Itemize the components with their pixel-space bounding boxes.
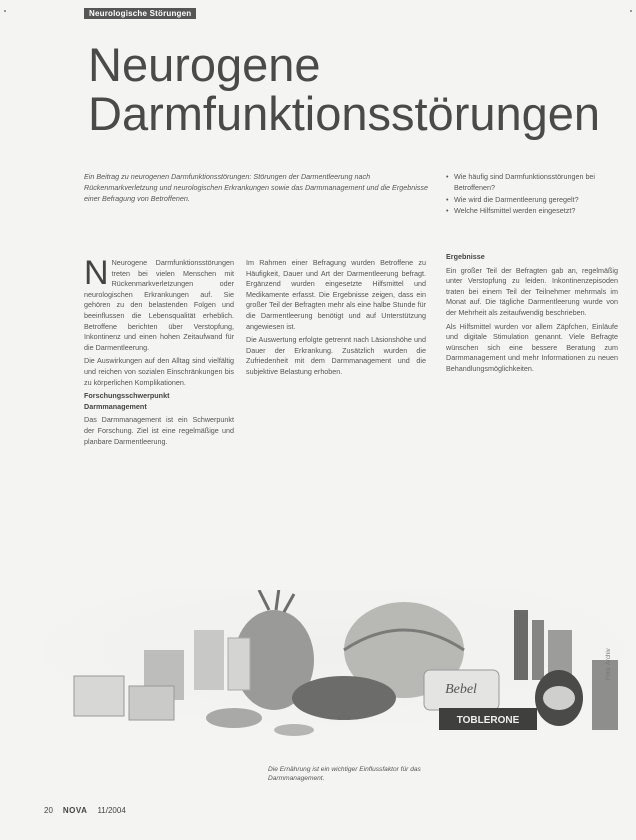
- page-footer: [44, 806, 126, 815]
- article-title: Neurogene Darmfunktionsstörungen: [88, 38, 601, 140]
- text-column-3: [446, 252, 618, 378]
- registration-mark: [4, 10, 6, 12]
- subheading: [84, 391, 234, 412]
- body-paragraph: Ein großer Teil der Befragten gab an, regelmäßig unter Verstopfung zu leiden. Inkontinenzepisoden traten bei einem Teil der Teilnehmer mehrmals im Monat auf. Die tägliche Darmentleerung wurde von der Mehrheit als zeitaufwendig beschrieben.: [446, 265, 618, 317]
- key-question: • Welche Hilfsmittel werden eingesetzt?: [446, 206, 618, 217]
- photo-caption: Die Ernährung ist ein wichtiger Einflussfaktor für das Darmmanagement.: [268, 766, 421, 782]
- carton: [228, 638, 250, 690]
- text-column-2: [246, 258, 426, 381]
- issue-number: 11/2004: [97, 806, 126, 815]
- margarine-brand: Bebel: [445, 682, 477, 697]
- key-question: • Wie wird die Darmentleerung geregelt?: [446, 195, 618, 206]
- body-paragraph: Die Auswirkungen auf den Alltag sind vielfältig und reichen von sozialen Einschränkungen bis zu körperlichen Komplikationen.: [84, 356, 234, 387]
- cutlery: [274, 724, 314, 736]
- subheading-line-1: Forschungsschwerpunkt: [84, 391, 170, 401]
- paragraph-text: Neurogene Darmfunktionsstörungen treten bei vielen Menschen mit Rückenmarkverletzungen oder neurologischen Erkrankungen auf. Sie gehören zu den belastenden Folgen und beeinflussen die Lebensqualität erheblich. Betroffene berichten über Verstopfung, Inkontinenz und einen hohen Zeitaufwand für die Darmentleerung.: [84, 258, 234, 352]
- bottle: [592, 660, 618, 730]
- section-tag: Neurologische Störungen: [84, 8, 196, 19]
- registration-mark: [630, 10, 632, 12]
- body-paragraph: Im Rahmen einer Befragung wurden Betroffene zu Häufigkeit, Dauer und Art der Darmentleerung befragt. Ergänzend wurden eingesetzte Hilfsmittel und Medikamente erfasst. Die Ergebnisse zeigen, dass ein großer Teil der Befragten mehr als eine halbe Stunde für die Darmentleerung benötigt und auf Unterstützung angewiesen ist.: [246, 258, 426, 331]
- photo-credit: Foto: Archiv: [606, 648, 612, 680]
- chocolate-brand: TOBLERONE: [456, 715, 520, 726]
- carton: [194, 630, 224, 690]
- plate: [206, 708, 262, 728]
- body-paragraph: Als Hilfsmittel wurden vor allem Zäpfchen, Einläufe und digitale Stimulation genannt. Viele Befragte wünschen sich eine bessere Beratung zum Darmmanagement und mehr Informationen zu neuen Behandlungsmöglichkeiten.: [446, 321, 618, 373]
- subheading-line-2: Darmmanagement: [84, 401, 147, 411]
- body-paragraph: Die Auswertung erfolgte getrennt nach Läsionshöhe und Dauer der Erkrankung. Zusätzlich wurden die Zufriedenheit mit dem Darmmanagement und die subjektive Belastung erhoben.: [246, 335, 426, 376]
- package: [129, 686, 174, 720]
- magazine-name: NOVA: [62, 806, 88, 815]
- bottle: [532, 620, 544, 680]
- key-question: • Wie häufig sind Darmfunktionsstörungen bei Betroffenen?: [446, 172, 618, 194]
- bread-loaf: [292, 676, 396, 720]
- spread-jar-label: [543, 686, 575, 710]
- page-number: 20: [44, 806, 53, 815]
- key-questions-list: [446, 172, 618, 218]
- text-column-1: [84, 254, 234, 450]
- bottle: [514, 610, 528, 680]
- subheading: Ergebnisse: [446, 252, 485, 261]
- body-paragraph: [84, 254, 234, 353]
- drop-cap: N: [84, 254, 109, 292]
- lead-paragraph: Ein Beitrag zu neurogenen Darmfunktionsstörungen: Störungen der Darmentleerung nach Rückenmarkverletzung und neurologischen Erkrankungen sowie das Darmmanagement und die Ergebnisse einer Befragung von Betroffenen.: [84, 172, 428, 203]
- food-photo: [44, 590, 624, 740]
- body-paragraph: Das Darmmanagement ist ein Schwerpunkt der Forschung. Ziel ist eine regelmäßige und planbare Darmentleerung.: [84, 415, 234, 446]
- cereal-box: [74, 676, 124, 716]
